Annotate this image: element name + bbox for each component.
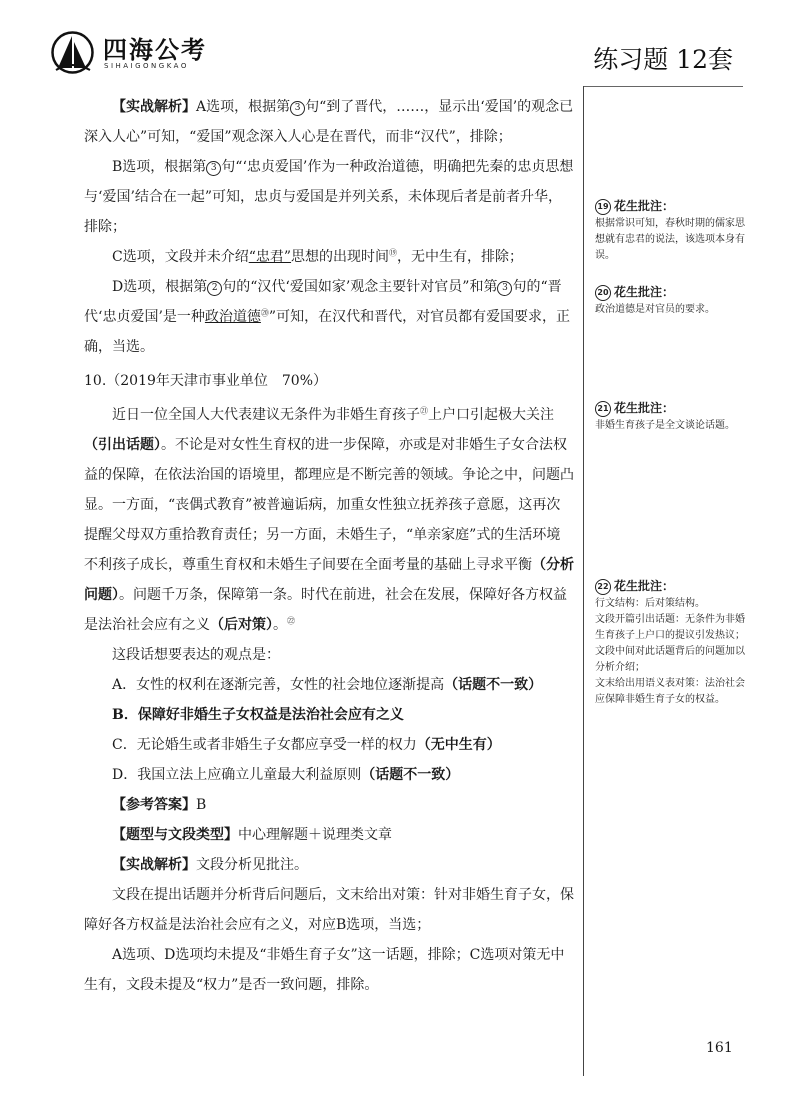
q10-explanation-1: 文段在提出话题并分析背后问题后，文末给出对策：针对非婚生育子女，保障好各方权益是法治社会应有之义，对应B选项，当选； <box>84 887 574 933</box>
q10-option-b: B．保障好非婚生子女权益是法治社会应有之义 <box>112 707 404 723</box>
annotation-mark: ㉒ <box>287 616 295 626</box>
annotation-mark: ⑳ <box>260 308 269 318</box>
type-label: 【题型与文段类型】 <box>112 827 238 843</box>
structure-tag: （分析问题） <box>84 557 574 603</box>
text: 句的“汉代‘爱国如家’观念主要针对官员”和第 <box>222 279 498 295</box>
q10 <box>84 366 574 1000</box>
option-tag: （话题不一致） <box>444 677 543 693</box>
text: 。 <box>273 617 287 633</box>
note-number: 20 <box>595 285 611 301</box>
text: 花生批注： <box>614 579 675 593</box>
text: 。不论是对女性生育权的进一步保障，亦或是对非婚生子女合法权益的保障，在依法治国的语境里，都理应是不断完善的领域。争论之中，问题凸显。一方面，“丧偶式教育”被普遍诟病，加重女性独立抚养孩子意愿，这再次提醒父母双方重拾教育责任；另一方面，未婚生子，“单亲家庭”式的生活环境不利孩子成长，尊重生育权和未婚生子间要在全面考量的基础上寻求平衡 <box>84 437 574 573</box>
q10-option-d <box>84 760 574 790</box>
q9-option-c-analysis <box>84 242 574 272</box>
sidebar-note-22 <box>595 576 745 708</box>
q9-option-b-analysis <box>84 152 574 242</box>
text: ”可知，在汉代和晋代，对官员都有爱国要求，正确，当选。 <box>84 309 571 355</box>
sidebar-divider <box>583 86 584 1076</box>
note-line: 文段中间对此话题背后的问题加以分析介绍； <box>595 646 745 673</box>
option-tag: （话题不一致） <box>361 767 460 783</box>
text: 句的“晋代‘忠贞爱国’是一种 <box>84 279 562 325</box>
logo-subtext: SIHAIGONGKAO <box>104 62 189 70</box>
text: C．无论婚生或者非婚生子女都应享受一样的权力 <box>112 737 417 753</box>
text: ，无中生有，排除； <box>397 249 524 265</box>
analysis-label: 【实战解析】 <box>112 857 196 873</box>
circled-number: 2 <box>207 281 222 296</box>
q10-analysis <box>84 850 574 880</box>
text: 句“到了晋代，……，显示出‘爱国’的观念已深入人心”可知，“爱国”观念深入人心是在晋代，而非“汉代”，排除； <box>84 99 574 145</box>
annotation-mark: ⑲ <box>389 248 398 258</box>
structure-tag: （引出话题） <box>84 437 161 453</box>
sidebar-note-20 <box>595 282 745 318</box>
note-number: 22 <box>595 579 611 595</box>
note-number: 21 <box>595 401 611 417</box>
q9-option-a-analysis <box>84 92 574 152</box>
type-value: 中心理解题＋说理类文章 <box>238 827 392 843</box>
q9-analysis <box>84 92 574 362</box>
note-line: 文末给出用语义表对策：法治社会应保障非婚生育子女的权益。 <box>595 678 745 705</box>
circled-number: 3 <box>497 281 512 296</box>
annotation-mark: ㉑ <box>420 406 428 416</box>
set-title: 练习题 12套 <box>593 45 733 74</box>
text: 花生批注： <box>614 401 675 415</box>
text: A选项，根据第 <box>196 99 291 115</box>
underlined-text: 政治道德 <box>204 309 261 325</box>
text: D．我国立法上应确立儿童最大利益原则 <box>112 767 362 783</box>
page-number: 161 <box>706 1040 733 1056</box>
q10-passage <box>84 400 574 640</box>
q10-option-a <box>84 670 574 700</box>
logo-text: 四海公考 <box>103 36 207 64</box>
text: A．女性的权利在逐渐完善，女性的社会地位逐渐提高 <box>112 677 445 693</box>
underlined-text: “忠君” <box>248 249 292 265</box>
q10-type <box>84 820 574 850</box>
note-title <box>595 398 745 418</box>
sidebar-top-rule <box>583 86 743 87</box>
text: B选项，根据第 <box>112 159 207 175</box>
circled-number: 3 <box>290 101 305 116</box>
sihai-logo-icon <box>50 30 95 75</box>
note-text: 非婚生育孩子是全文谈论话题。 <box>595 420 735 431</box>
note-title <box>595 576 745 596</box>
answer-label: 【参考答案】 <box>112 797 196 813</box>
q10-answer <box>84 790 574 820</box>
circled-number: 3 <box>206 161 221 176</box>
note-text: 根据常识可知，春秋时期的儒家思想就有忠君的说法，该选项本身有误。 <box>595 218 745 261</box>
option-tag: （无中生有） <box>416 737 501 753</box>
text: 花生批注： <box>614 285 675 299</box>
sidebar-note-19 <box>595 196 745 264</box>
q10-question: 这段话想要表达的观点是： <box>112 647 280 663</box>
note-title <box>595 282 745 302</box>
text: 花生批注： <box>614 199 675 213</box>
text: 近日一位全国人大代表建议无条件为非婚生育孩子 <box>112 407 420 423</box>
analysis-label: 【实战解析】 <box>112 99 196 115</box>
q10-explanation-2: A选项、D选项均未提及“非婚生育子女”这一话题，排除；C选项对策无中生有，文段未提及“权力”是否一致问题，排除。 <box>84 947 565 993</box>
q10-option-c <box>84 730 574 760</box>
text: 思想的出现时间 <box>291 249 390 265</box>
text: 上户口引起极大关注 <box>428 407 554 423</box>
answer-value: B <box>196 797 207 813</box>
page-header <box>0 0 800 86</box>
text: 句“‘忠贞爱国’作为一种政治道德，明确把先秦的忠贞思想与‘爱国’结合在一起”可知，忠贞与爱国是并列关系，未体现后者是前者升华，排除； <box>84 159 574 235</box>
note-line: 文段开篇引出话题：无条件为非婚生育孩子上户口的提议引发热议； <box>595 614 745 641</box>
sidebar-note-21 <box>595 398 745 434</box>
q10-heading: 10.（2019年天津市事业单位 70%） <box>84 373 328 389</box>
note-text: 政治道德是对官员的要求。 <box>595 304 715 315</box>
text: 。问题千万条，保障第一条。时代在前进，社会在发展，保障好各方权益是法治社会应有之义 <box>84 587 567 633</box>
note-line: 行文结构：后对策结构。 <box>595 598 705 609</box>
structure-tag: （后对策） <box>210 617 273 633</box>
analysis-value: 文段分析见批注。 <box>196 857 308 873</box>
text: D选项，根据第 <box>112 279 208 295</box>
text: C选项，文段并未介绍 <box>112 249 249 265</box>
note-number: 19 <box>595 199 611 215</box>
note-title <box>595 196 745 216</box>
q9-option-d-analysis <box>84 272 574 362</box>
